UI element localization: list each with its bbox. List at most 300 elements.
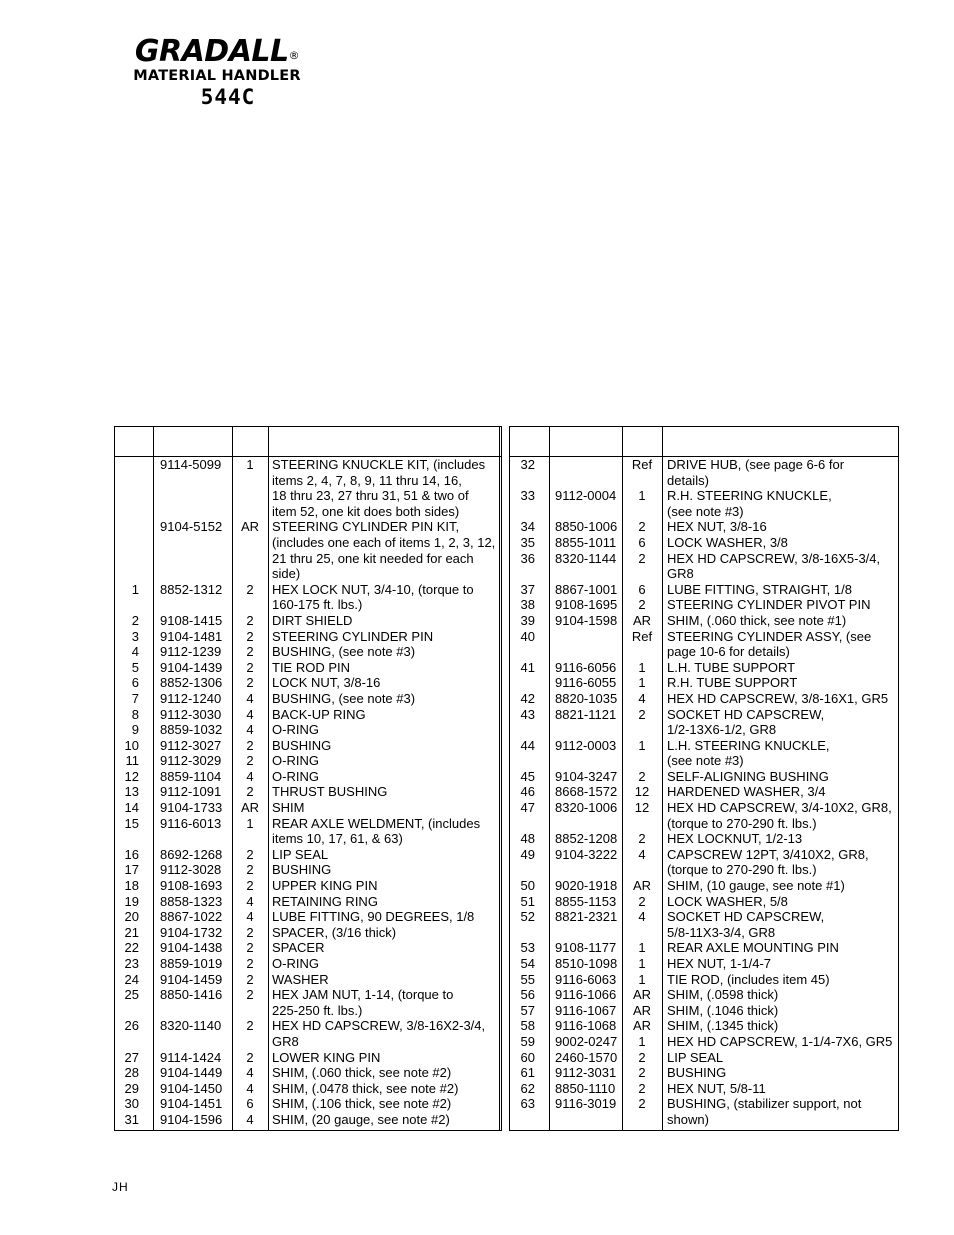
table-row [115, 566, 501, 582]
cell-part: 8820-1035 [555, 690, 618, 706]
cell-item: 59 [520, 1033, 535, 1049]
table-row [115, 909, 501, 925]
cell-part: 9108-1415 [160, 612, 223, 628]
table-row [510, 925, 898, 941]
cell-qty: 2 [638, 550, 646, 566]
cell-qty: 1 [638, 1033, 646, 1049]
cell-qty: AR [632, 878, 652, 894]
cell-part: 8850-1416 [160, 987, 223, 1003]
cell-part: 8859-1032 [160, 722, 223, 738]
cell-desc: SHIM, (.0598 thick) [667, 987, 779, 1003]
cell-part: 9104-3222 [555, 846, 618, 862]
cell-desc: HEX HD CAPSCREW, 3/8-16X5-3/4, [667, 550, 881, 566]
cell-item: 47 [520, 800, 535, 816]
table-row [510, 1003, 898, 1019]
cell-desc: BUSHING, (see note #3) [272, 644, 416, 660]
cell-item: 37 [520, 581, 535, 597]
cell-item: 31 [124, 1111, 139, 1127]
cell-part: 9104-1598 [555, 612, 618, 628]
cell-item: 42 [520, 690, 535, 706]
cell-desc: HEX LOCK NUT, 3/4-10, (torque to [272, 581, 474, 597]
cell-desc: THRUST BUSHING [272, 784, 388, 800]
table-row [115, 535, 501, 551]
cell-item: 29 [124, 1080, 139, 1096]
table-row [115, 1050, 501, 1066]
table-body-right [510, 457, 898, 1128]
cell-desc: BUSHING, (see note #3) [272, 690, 416, 706]
cell-part: 9104-1438 [160, 940, 223, 956]
cell-item: 50 [520, 878, 535, 894]
cell-part: 9112-3027 [160, 737, 222, 753]
cell-item: 26 [124, 1018, 139, 1034]
cell-desc: LIP SEAL [272, 846, 329, 862]
cell-desc: HARDENED WASHER, 3/4 [667, 784, 826, 800]
cell-item: 45 [520, 768, 535, 784]
cell-qty: 4 [246, 909, 254, 925]
cell-part: 9116-1067 [555, 1002, 617, 1018]
cell-item: 23 [124, 956, 139, 971]
cell-desc: RETAINING RING [272, 893, 378, 909]
cell-part: 9112-3031 [555, 1065, 617, 1081]
cell-part: 2460-1570 [555, 1049, 618, 1065]
cell-part: 9104-1732 [160, 924, 223, 940]
cell-desc: shown) [667, 1111, 709, 1127]
cell-item: 8 [131, 706, 139, 722]
brand-name [135, 36, 299, 68]
table-row [115, 816, 501, 832]
cell-item: 12 [124, 768, 139, 784]
cell-desc: BUSHING [667, 1065, 727, 1081]
cell-desc: STEERING CYLINDER ASSY, (see [667, 628, 872, 644]
cell-qty: 2 [246, 675, 254, 691]
cell-part: 8320-1140 [160, 1018, 222, 1034]
table-row [510, 847, 898, 863]
table-row [115, 629, 501, 645]
cell-desc: REAR AXLE MOUNTING PIN [667, 940, 839, 956]
cell-desc: DIRT SHIELD [272, 612, 353, 628]
cell-part: 9116-6056 [555, 659, 617, 675]
table-row [510, 707, 898, 723]
table-row [510, 1065, 898, 1081]
cell-desc: SHIM, (20 gauge, see note #2) [272, 1111, 450, 1127]
cell-item: 5 [131, 659, 139, 675]
cell-desc: (torque to 270-290 ft. lbs.) [667, 862, 817, 878]
cell-part: 9104-1449 [160, 1065, 223, 1081]
cell-item: 53 [520, 940, 535, 956]
table-row [115, 847, 501, 863]
cell-part: 9112-0003 [555, 737, 617, 753]
table-row [510, 1112, 898, 1128]
cell-part: 9112-3029 [160, 753, 222, 769]
cell-item: 51 [520, 893, 535, 909]
cell-qty: 4 [246, 893, 254, 909]
cell-item: 30 [124, 1096, 139, 1112]
cell-part: 9114-1424 [160, 1049, 222, 1065]
cell-qty: 1 [638, 940, 646, 956]
cell-desc: 160-175 ft. lbs.) [272, 597, 363, 613]
cell-qty: AR [240, 519, 260, 535]
table-row [510, 629, 898, 645]
cell-part: 9104-1439 [160, 659, 223, 675]
cell-desc: SPACER [272, 940, 325, 956]
cell-item: 36 [520, 550, 535, 566]
table-row [115, 582, 501, 598]
cell-desc: items 10, 17, 61, & 63) [272, 831, 403, 847]
cell-part: 9116-6055 [555, 675, 617, 691]
cell-item: 9 [131, 722, 139, 738]
cell-desc: STEERING CYLINDER PIN KIT, [272, 519, 460, 535]
table-row [115, 1112, 501, 1128]
cell-desc: LOCK WASHER, 5/8 [667, 893, 788, 909]
table-row [115, 738, 501, 754]
cell-qty: 1 [246, 815, 254, 831]
parts-table-right [509, 426, 899, 1131]
cell-qty: 2 [246, 628, 254, 644]
cell-item: 35 [520, 534, 535, 550]
table-row [115, 1003, 501, 1019]
table-row [115, 597, 501, 613]
cell-item: 33 [520, 488, 535, 504]
cell-item: 46 [520, 784, 535, 800]
cell-desc: 1/2-13X6-1/2, GR8 [667, 722, 777, 738]
cell-desc: HEX JAM NUT, 1-14, (torque to [272, 987, 454, 1003]
cell-qty: 2 [246, 644, 254, 660]
table-row [510, 894, 898, 910]
cell-desc: STEERING KNUCKLE KIT, (includes [272, 457, 486, 472]
cell-qty: 6 [246, 1096, 254, 1112]
cell-desc: (includes one each of items 1, 2, 3, 12, [272, 534, 496, 550]
cell-qty: Ref [631, 457, 653, 472]
cell-item: 3 [131, 628, 139, 644]
cell-desc: BACK-UP RING [272, 706, 366, 722]
table-row [115, 473, 501, 489]
cell-desc: L.H. TUBE SUPPORT [667, 659, 796, 675]
cell-item: 14 [124, 800, 139, 816]
table-row [115, 488, 501, 504]
table-row [115, 551, 501, 567]
cell-part: 9112-1091 [160, 784, 222, 800]
cell-desc: O-RING [272, 722, 319, 738]
cell-qty: 2 [246, 612, 254, 628]
table-row [115, 691, 501, 707]
cell-qty: 12 [634, 784, 650, 800]
cell-item: 52 [520, 909, 535, 925]
cell-qty: 1 [638, 971, 646, 987]
cell-item: 38 [520, 597, 535, 613]
cell-part: 8320-1006 [555, 800, 618, 816]
cell-desc: LOCK NUT, 3/8-16 [272, 675, 381, 691]
cell-part: 9108-1695 [555, 597, 618, 613]
cell-item: 44 [520, 737, 535, 753]
cell-part: 9104-1450 [160, 1080, 223, 1096]
table-row [510, 987, 898, 1003]
cell-part: 8855-1153 [555, 893, 617, 909]
cell-qty: 2 [246, 1018, 254, 1034]
cell-item: 19 [124, 893, 139, 909]
cell-item: 63 [520, 1096, 535, 1112]
cell-qty: AR [632, 1002, 652, 1018]
table-row [510, 488, 898, 504]
cell-desc: SHIM, (.106 thick, see note #2) [272, 1096, 452, 1112]
cell-part: 8320-1144 [555, 550, 617, 566]
table-row [510, 660, 898, 676]
cell-part: 8850-1006 [555, 519, 618, 535]
cell-qty: 2 [246, 581, 254, 597]
cell-part: 8852-1312 [160, 581, 223, 597]
cell-part: 9020-1918 [555, 878, 618, 894]
cell-part: 9002-0247 [555, 1033, 618, 1049]
cell-desc: BUSHING [272, 737, 332, 753]
cell-desc: STEERING CYLINDER PIVOT PIN [667, 597, 871, 613]
cell-part: 9114-5099 [160, 457, 222, 472]
cell-desc: SHIM, (.060 thick, see note #1) [667, 612, 847, 628]
cell-part: 8858-1323 [160, 893, 223, 909]
cell-desc: WASHER [272, 971, 329, 987]
cell-desc: CAPSCREW 12PT, 3/410X2, GR8, [667, 846, 869, 862]
cell-qty: 2 [638, 893, 646, 909]
table-row [510, 800, 898, 816]
cell-part: 8855-1011 [555, 534, 617, 550]
cell-qty: 2 [638, 597, 646, 613]
cell-qty: 2 [246, 924, 254, 940]
cell-qty: 1 [638, 659, 646, 675]
cell-part: 9116-3019 [555, 1096, 617, 1112]
table-row [115, 940, 501, 956]
cell-desc: (see note #3) [667, 503, 744, 519]
cell-qty: 1 [246, 457, 254, 472]
cell-item: 16 [124, 846, 139, 862]
cell-item: 62 [520, 1080, 535, 1096]
cell-desc: REAR AXLE WELDMENT, (includes [272, 815, 481, 831]
cell-part: 9112-1239 [160, 644, 222, 660]
cell-desc: TIE ROD, (includes item 45) [667, 971, 830, 987]
table-body-left [115, 457, 501, 1128]
cell-desc: SOCKET HD CAPSCREW, [667, 706, 825, 722]
cell-desc: SHIM, (.0478 thick, see note #2) [272, 1080, 459, 1096]
cell-item: 57 [520, 1002, 535, 1018]
cell-qty: 6 [638, 581, 646, 597]
cell-item: 10 [124, 737, 139, 753]
cell-qty: 2 [246, 878, 254, 894]
cell-desc: GR8 [667, 566, 694, 582]
cell-part: 8859-1104 [160, 768, 222, 784]
cell-desc: side) [272, 566, 301, 582]
table-row [510, 691, 898, 707]
cell-qty: 1 [638, 737, 646, 753]
cell-qty: Ref [631, 628, 653, 644]
cell-qty: 2 [638, 768, 646, 784]
cell-desc: HEX LOCKNUT, 1/2-13 [667, 831, 803, 847]
cell-desc: (see note #3) [667, 753, 744, 769]
cell-desc: L.H. STEERING KNUCKLE, [667, 737, 830, 753]
table-row [115, 956, 501, 972]
table-row [115, 769, 501, 785]
table-row [510, 1018, 898, 1034]
cell-item: 2 [131, 612, 139, 628]
cell-item: 13 [124, 784, 139, 800]
cell-qty: 12 [634, 800, 650, 816]
table-row [510, 940, 898, 956]
cell-part: 8668-1572 [555, 784, 618, 800]
cell-qty: 2 [638, 1096, 646, 1112]
cell-qty: 2 [246, 956, 254, 971]
cell-desc: details) [667, 472, 709, 488]
cell-item: 1 [131, 581, 139, 597]
table-row [510, 738, 898, 754]
cell-part: 8821-1121 [555, 706, 617, 722]
cell-part: 9112-1240 [160, 690, 222, 706]
cell-desc: SHIM, (10 gauge, see note #1) [667, 878, 845, 894]
cell-qty: 2 [246, 784, 254, 800]
cell-qty: AR [632, 612, 652, 628]
cell-item: 34 [520, 519, 535, 535]
cell-part: 8859-1019 [160, 956, 223, 971]
cell-part: 8852-1306 [160, 675, 223, 691]
cell-qty: 2 [246, 753, 254, 769]
cell-qty: 4 [246, 706, 254, 722]
cell-item: 20 [124, 909, 139, 925]
table-row [115, 707, 501, 723]
cell-part: 9112-3028 [160, 862, 222, 878]
cell-desc: HEX HD CAPSCREW, 3/4-10X2, GR8, [667, 800, 892, 816]
cell-qty: 2 [246, 862, 254, 878]
cell-item: 56 [520, 987, 535, 1003]
cell-part: 9104-3247 [555, 768, 618, 784]
cell-qty: 2 [246, 971, 254, 987]
table-row [510, 1050, 898, 1066]
table-row [115, 613, 501, 629]
cell-item: 41 [520, 659, 535, 675]
cell-part: 8852-1208 [555, 831, 618, 847]
cell-desc: O-RING [272, 768, 319, 784]
cell-qty: 1 [638, 956, 646, 971]
table-row [115, 1065, 501, 1081]
cell-item: 11 [125, 753, 139, 769]
cell-desc: (torque to 270-290 ft. lbs.) [667, 815, 817, 831]
cell-item: 15 [124, 815, 139, 831]
table-row [510, 582, 898, 598]
table-row [115, 831, 501, 847]
registered-mark: ® [288, 49, 300, 62]
cell-desc: STEERING CYLINDER PIN [272, 628, 434, 644]
cell-part: 9112-3030 [160, 706, 222, 722]
table-row [510, 519, 898, 535]
table-row [510, 504, 898, 520]
cell-qty: 2 [638, 706, 646, 722]
table-row [510, 972, 898, 988]
cell-part: 8692-1268 [160, 846, 223, 862]
table-row [115, 878, 501, 894]
table-row [115, 800, 501, 816]
cell-desc: SHIM, (.1046 thick) [667, 1002, 779, 1018]
cell-part: 9104-5152 [160, 519, 223, 535]
cell-qty: 6 [638, 534, 646, 550]
cell-part: 8867-1001 [555, 581, 618, 597]
cell-part: 9104-1451 [160, 1096, 223, 1112]
table-row [510, 878, 898, 894]
cell-desc: SOCKET HD CAPSCREW, [667, 909, 825, 925]
cell-qty: 2 [246, 940, 254, 956]
cell-qty: 4 [638, 846, 646, 862]
table-row [115, 1096, 501, 1112]
cell-qty: 4 [246, 768, 254, 784]
cell-item: 21 [124, 924, 139, 940]
table-row [115, 972, 501, 988]
table-row [510, 769, 898, 785]
cell-item: 61 [520, 1065, 535, 1081]
cell-item: 55 [520, 971, 535, 987]
cell-part: 8821-2321 [555, 909, 618, 925]
cell-qty: 2 [638, 519, 646, 535]
parts-table-left [114, 426, 502, 1131]
cell-desc: SHIM, (.060 thick, see note #2) [272, 1065, 452, 1081]
table-row [115, 675, 501, 691]
cell-item: 24 [124, 971, 139, 987]
cell-desc: BUSHING [272, 862, 332, 878]
table-row [115, 660, 501, 676]
cell-qty: 2 [246, 1049, 254, 1065]
cell-item: 49 [520, 846, 535, 862]
cell-item: 18 [124, 878, 139, 894]
table-row [115, 504, 501, 520]
table-row [510, 597, 898, 613]
table-row [115, 457, 501, 473]
model-number: 544C [200, 85, 256, 109]
cell-desc: 18 thru 23, 27 thru 31, 51 & two of [272, 488, 469, 504]
gradall-logo [112, 36, 322, 109]
table-row [115, 987, 501, 1003]
cell-qty: 2 [638, 1049, 646, 1065]
cell-desc: TIE ROD PIN [272, 659, 351, 675]
cell-item: 28 [124, 1065, 139, 1081]
cell-desc: 5/8-11X3-3/4, GR8 [667, 924, 776, 940]
cell-desc: LUBE FITTING, STRAIGHT, 1/8 [667, 581, 852, 597]
cell-qty: 2 [246, 659, 254, 675]
cell-desc: SELF-ALIGNING BUSHING [667, 768, 829, 784]
cell-item: 54 [520, 956, 535, 971]
cell-qty: AR [632, 987, 652, 1003]
cell-desc: page 10-6 for details) [667, 644, 790, 660]
cell-part: 8867-1022 [160, 909, 223, 925]
cell-item: 58 [520, 1018, 535, 1034]
cell-desc: LIP SEAL [667, 1049, 724, 1065]
table-row [510, 1081, 898, 1097]
cell-qty: 2 [246, 737, 254, 753]
table-row [510, 816, 898, 832]
cell-item: 22 [124, 940, 139, 956]
cell-qty: 4 [246, 1065, 254, 1081]
table-row [115, 894, 501, 910]
table-row [510, 566, 898, 582]
cell-qty: 2 [246, 846, 254, 862]
cell-qty: 4 [638, 909, 646, 925]
table-row [510, 613, 898, 629]
table-row [510, 1096, 898, 1112]
cell-desc: R.H. STEERING KNUCKLE, [667, 488, 832, 504]
cell-part: 9104-1481 [160, 628, 223, 644]
table-row [510, 956, 898, 972]
cell-desc: items 2, 4, 7, 8, 9, 11 thru 14, 16, [272, 472, 462, 488]
cell-item: 17 [124, 862, 139, 878]
cell-desc: SHIM, (.1345 thick) [667, 1018, 779, 1034]
cell-desc: LUBE FITTING, 90 DEGREES, 1/8 [272, 909, 475, 925]
table-row [510, 784, 898, 800]
brand-text: GRADALL [134, 34, 289, 69]
table-row [510, 644, 898, 660]
table-row [510, 535, 898, 551]
cell-part: 9108-1177 [555, 940, 617, 956]
cell-item: 40 [520, 628, 535, 644]
